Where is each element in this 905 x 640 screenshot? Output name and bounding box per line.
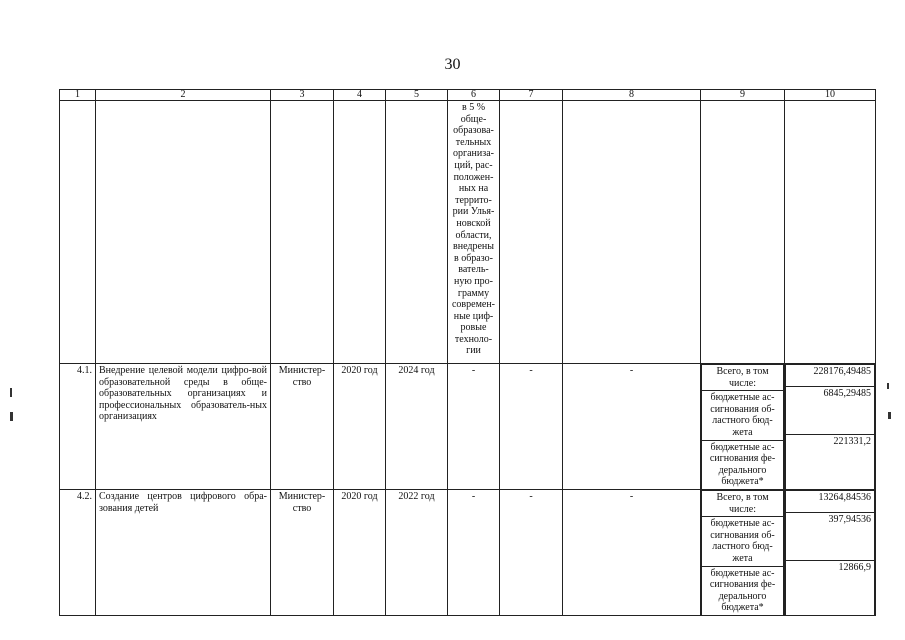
table-row — [60, 364, 876, 490]
executor: Министер-ство — [271, 489, 334, 615]
col-header-9: 9 — [701, 90, 785, 101]
funding-value-federal: 12866,9 — [786, 560, 875, 614]
col-header-6: 6 — [448, 90, 500, 101]
funding-sources — [701, 489, 785, 615]
funding-label-federal: бюджетные ас-сигнования фе-дерального бюджета* — [702, 440, 784, 489]
measure-name: Внедрение целевой модели цифро-вой образовательной среды в обще-образовательных организациях и профессиональных образователь-ных организациях — [96, 364, 271, 490]
funding-value-federal: 221331,2 — [786, 435, 875, 489]
col6-value: - — [448, 489, 500, 615]
funding-values — [785, 364, 876, 490]
margin-mark-left-2 — [10, 412, 13, 421]
program-table — [59, 89, 876, 616]
indicator-cell: в 5 % обще-образова-тельных организа-ций, рас-положен-ных на террито-рии Улья-новской области, внедрены в образо-ватель-ную про-грамму современ-ные циф-ровые техноло-гии — [448, 101, 500, 364]
funding-value-regional: 397,94536 — [786, 512, 875, 560]
table-row — [60, 489, 876, 615]
funding-label-total: Всего, в том числе: — [702, 490, 784, 516]
col-header-2: 2 — [96, 90, 271, 101]
col-header-10: 10 — [785, 90, 876, 101]
col6-value: - — [448, 364, 500, 490]
col-header-5: 5 — [386, 90, 448, 101]
col-header-1: 1 — [60, 90, 96, 101]
measure-name: Создание центров цифрового обра-зования детей — [96, 489, 271, 615]
executor: Министер-ство — [271, 364, 334, 490]
start-year: 2020 год — [334, 489, 386, 615]
margin-mark-right-2 — [888, 412, 891, 419]
row-number: 4.1. — [60, 364, 96, 490]
funding-label-federal: бюджетные ас-сигнования фе-дерального бюджета* — [702, 566, 784, 615]
row-number: 4.2. — [60, 489, 96, 615]
col7-value: - — [500, 489, 563, 615]
funding-values — [785, 489, 876, 615]
col-header-8: 8 — [563, 90, 701, 101]
funding-value-total: 228176,49485 — [786, 365, 875, 387]
margin-mark-left — [10, 388, 12, 397]
col7-value: - — [500, 364, 563, 490]
funding-value-total: 13264,84536 — [786, 490, 875, 512]
col8-value: - — [563, 489, 701, 615]
end-year: 2022 год — [386, 489, 448, 615]
margin-mark-right — [887, 383, 889, 389]
col-header-7: 7 — [500, 90, 563, 101]
end-year: 2024 год — [386, 364, 448, 490]
col-header-4: 4 — [334, 90, 386, 101]
funding-label-total: Всего, в том числе: — [702, 365, 784, 391]
col8-value: - — [563, 364, 701, 490]
page-number: 30 — [444, 56, 461, 73]
funding-label-regional: бюджетные ас-сигнования об-ластного бюд-жета — [702, 391, 784, 440]
table-row-continuation — [60, 101, 876, 364]
start-year: 2020 год — [334, 364, 386, 490]
funding-label-regional: бюджетные ас-сигнования об-ластного бюд-жета — [702, 517, 784, 566]
funding-value-regional: 6845,29485 — [786, 387, 875, 435]
col-header-3: 3 — [271, 90, 334, 101]
funding-sources — [701, 364, 785, 490]
header-row — [60, 90, 876, 101]
